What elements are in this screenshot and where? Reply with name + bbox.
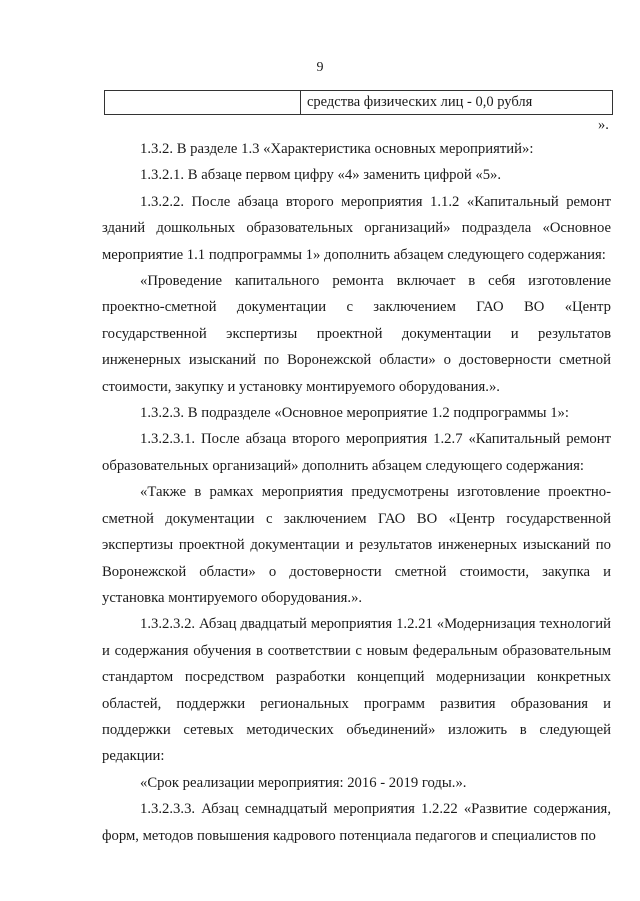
- table-fragment: [104, 90, 613, 115]
- paragraph-1-3-2-2: 1.3.2.2. После абзаца второго мероприятия 1.1.2 «Капитальный ремонт зданий дошкольных образовательных организаций» подраздела «Основное мероприятие 1.1 подпрограммы 1» дополнить абзацем следующего содержания:: [102, 193, 611, 263]
- closing-quote-mark: ».: [598, 117, 609, 133]
- page-number: 9: [316, 60, 324, 75]
- paragraph-1-3-2-3: 1.3.2.3. В подразделе «Основное мероприятие 1.2 подпрограммы 1»:: [140, 405, 569, 422]
- paragraph-1-3-2-3-2: 1.3.2.3.2. Абзац двадцатый мероприятия 1.2.21 «Модернизация технологий и содержания обучения в соответствии с новым федеральным образовательным стандартом посредством разработки концепций модернизации конкретных областей, поддержки региональных программ развития образования и поддержки сетевых методических объединений» изложить в следующей редакции:: [102, 616, 611, 765]
- paragraph-1-3-2-3-1: 1.3.2.3.1. После абзаца второго мероприятия 1.2.7 «Капитальный ремонт образовательных организаций» дополнить абзацем следующего содержания:: [102, 431, 611, 474]
- table-cell-empty: [105, 91, 301, 114]
- table-cell-funding: средства физических лиц - 0,0 рубля: [307, 94, 533, 110]
- paragraph-quote-term: «Срок реализации мероприятия: 2016 - 2019 годы.».: [140, 774, 467, 791]
- paragraph-1-3-2: 1.3.2. В разделе 1.3 «Характеристика основных мероприятий»:: [140, 141, 534, 157]
- paragraph-1-3-2-1: 1.3.2.1. В абзаце первом цифру «4» заменить цифрой «5».: [140, 167, 502, 184]
- paragraph-1-3-2-3-3: 1.3.2.3.3. Абзац семнадцатый мероприятия 1.2.22 «Развитие содержания, форм, методов повышения кадрового потенциала педагогов и специалистов по: [102, 801, 611, 844]
- document-body: [102, 136, 611, 849]
- paragraph-quote-design: «Также в рамках мероприятия предусмотрены изготовление проектно-сметной документации с заключением ГАО ВО «Центр государственной экспертизы проектной документации и результатов инженерных изысканий по Воронежской области» о достоверности сметной стоимости, закупка и установка монтируемого оборудования.».: [102, 484, 611, 606]
- paragraph-quote-repair: «Проведение капитального ремонта включает в себя изготовление проектно-сметной документации с заключением ГАО ВО «Центр государственной экспертизы проектной документации и результатов инженерных изысканий по Воронежской области» о достоверности сметной стоимости, закупку и установку монтируемого оборудования.».: [102, 273, 611, 395]
